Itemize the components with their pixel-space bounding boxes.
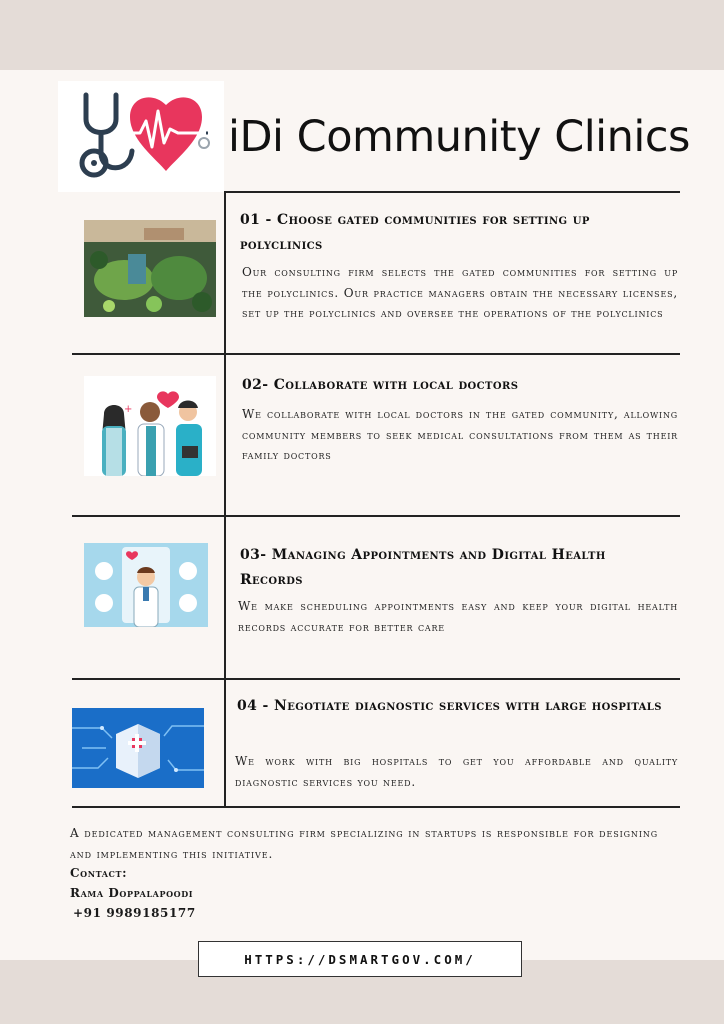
- section-1-body: Our consulting firm selects the gated communities for setting up the polyclinics. Our practice managers obtain the necessary licenses, set up the polyclinics and oversee the operations of the polyclinics: [242, 265, 678, 320]
- section-2-body: We collaborate with local doctors in the gated community, allowing community members to seek medical consultations from them as their family doctors: [242, 407, 678, 462]
- section-3-title: 03- Managing Appointments and Digital Health Records: [240, 547, 606, 588]
- section-4-title: 04 - Negotiate diagnostic services with large hospitals: [237, 698, 662, 714]
- page-title: iDi Community Clinics: [228, 112, 690, 162]
- section-4-body: We work with big hospitals to get you affordable and quality diagnostic services you need.: [235, 754, 678, 789]
- digital-health-doctor-image: [84, 543, 208, 627]
- top-band: [0, 0, 724, 70]
- row-divider-2: [72, 515, 680, 517]
- section-1-title: 01 - Choose gated communities for setting up polyclinics: [240, 212, 590, 253]
- contact-name: Rama Doppalapoodi: [70, 886, 194, 900]
- hospital-circuit-image: [72, 708, 204, 788]
- header-rule: [225, 191, 680, 193]
- column-divider: [224, 191, 226, 807]
- row-divider-1: [72, 353, 680, 355]
- contact-label: Contact:: [70, 866, 128, 880]
- firm-description: A dedicated management consulting firm specializing in startups is responsible for designing and implementing this initiative.: [70, 826, 659, 861]
- row-divider-4: [72, 806, 680, 808]
- aerial-gated-community-image: [84, 220, 216, 317]
- svg-text:+: +: [124, 404, 133, 415]
- doctors-group-image: [84, 376, 216, 476]
- logo: [58, 81, 224, 192]
- contact-phone: +91 9989185177: [73, 906, 196, 920]
- section-3-body: We make scheduling appointments easy and keep your digital health records accurate for better care: [238, 599, 678, 634]
- stethoscope-heart-icon: [58, 81, 224, 192]
- row-divider-3: [72, 678, 680, 680]
- section-2-title: 02- Collaborate with local doctors: [242, 377, 519, 393]
- website-link[interactable]: HTTPS://DSMARTGOV.COM/: [198, 941, 522, 977]
